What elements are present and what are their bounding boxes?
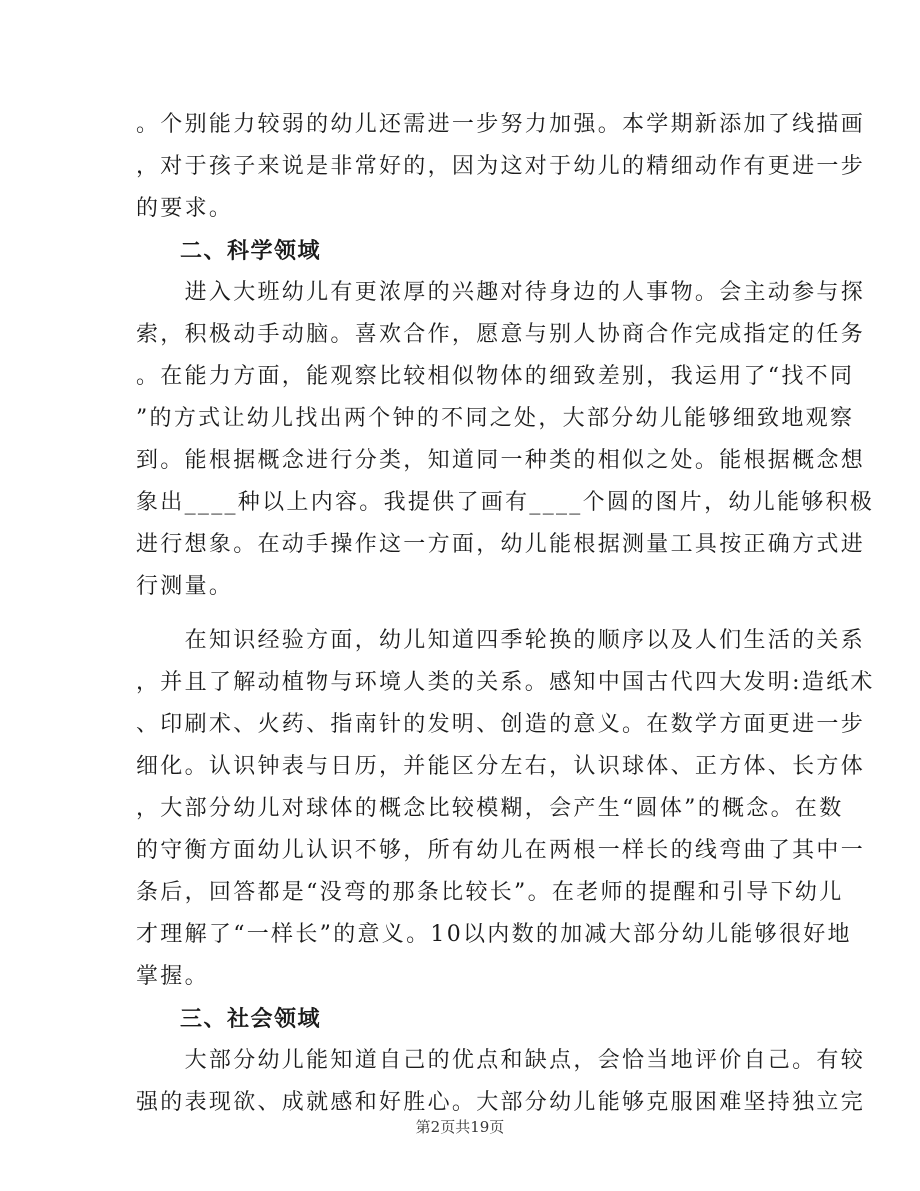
text-line: ，大部分幼儿对球体的概念比较模糊，会产生“圆体”的概念。在数 [136,796,844,821]
text-line: 条后，回答都是“没弯的那条比较长”。在老师的提醒和引导下幼儿 [136,880,844,905]
section-heading-science: 二、科学领域 [180,238,322,264]
text-line: 索，积极动手动脑。喜欢合作，愿意与别人协商合作完成指定的任务 [136,322,866,347]
text-line: 、印刷术、火药、指南针的发明、创造的意义。在数学方面更进一步 [136,712,866,737]
text-line: 的守衡方面幼儿认识不够，所有幼儿在两根一样长的线弯曲了其中一 [136,838,866,863]
text-line: 细化。认识钟表与日历，并能区分左右，认识球体、正方体、长方体 [136,754,866,779]
text-line: ，对于孩子来说是非常好的，因为这对于幼儿的精细动作有更进一步 [136,154,866,179]
text-line: 进入大班幼儿有更浓厚的兴趣对待身边的人事物。会主动参与探 [136,280,866,305]
text-line: 掌握。 [136,964,209,989]
text-line: 才理解了“一样长”的意义。10以内数的加减大部分幼儿能够很好地 [136,922,852,947]
text-line: 。在能力方面，能观察比较相似物体的细致差别，我运用了“找不同 [136,364,855,389]
page-footer: 第2页共19页 [415,1118,505,1136]
section-heading-social: 三、社会领域 [180,1006,322,1032]
text-line: 的要求。 [136,196,234,221]
text-line: 到。能根据概念进行分类，知道同一种类的相似之处。能根据概念想 [136,448,866,473]
text-line: 进行想象。在动手操作这一方面，幼儿能根据测量工具按正确方式进 [136,532,866,557]
text-line: ”的方式让幼儿找出两个钟的不同之处，大部分幼儿能够细致地观察 [136,406,855,431]
text-line: 。个别能力较弱的幼儿还需进一步努力加强。本学期新添加了线描画 [136,112,866,137]
text-line: 象出____种以上内容。我提供了画有____个圆的图片，幼儿能够积极 [136,490,875,515]
text-line: 强的表现欲、成就感和好胜心。大部分幼儿能够克服困难坚持独立完 [136,1090,866,1115]
text-line: 大部分幼儿能知道自己的优点和缺点，会恰当地评价自己。有较 [136,1048,866,1073]
text-line: 在知识经验方面，幼儿知道四季轮换的顺序以及人们生活的关系 [136,628,866,653]
text-line: ，并且了解动植物与环境人类的关系。感知中国古代四大发明:造纸术 [136,670,875,695]
text-line: 行测量。 [136,574,234,599]
